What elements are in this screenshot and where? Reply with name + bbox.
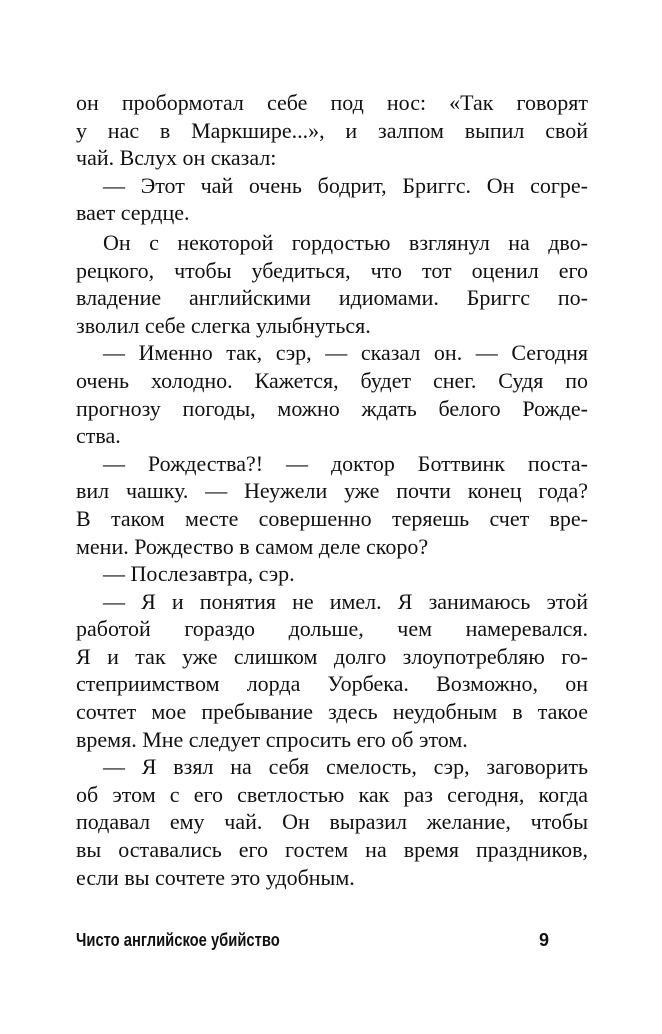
text-line: мени. Рождество в самом деле скоро? — [76, 533, 429, 559]
text-line: если вы сочтете это удобным. — [76, 864, 355, 890]
text-line: работой гораздо дольше, чем намеревался. — [76, 616, 588, 642]
text-line: степриимством лорда Уорбека. Возможно, он — [76, 671, 588, 697]
text-line: владение английскими идиомами. Бриггс по- — [76, 285, 588, 311]
text-line: Я и так уже слишком долго злоупотребляю го- — [76, 643, 588, 669]
text-line: вы оставались его гостем на время праздников, — [76, 837, 588, 863]
text-line: вил чашку. — Неужели уже почти конец года? — [76, 478, 588, 504]
page-footer — [76, 928, 549, 952]
text-line: — Я и понятия не имел. Я занимаюсь этой — [103, 588, 588, 614]
text-line: прогнозу погоды, можно ждать белого Рожде- — [76, 395, 588, 421]
page-body — [76, 89, 588, 891]
text-line: — Именно так, сэр, — сказал он. — Сегодня — [103, 340, 588, 366]
text-line: чай. Вслух он сказал: — [76, 145, 277, 171]
page-number: 9 — [538, 930, 549, 950]
text-line: он пробормотал себе под нос: «Так говорят — [76, 90, 588, 115]
text-line: вает сердце. — [76, 200, 190, 226]
running-title: Чисто английское убийство — [76, 930, 280, 950]
text-line: Он с некоторой гордостью взглянул на дво- — [103, 229, 588, 255]
text-line: В таком месте совершенно теряешь счет вре- — [76, 505, 588, 531]
text-line: сочтет мое пребывание здесь неудобным в такое — [76, 699, 588, 725]
text-line: — Рождества?! — доктор Боттвинк поста- — [103, 450, 588, 476]
text-line: у нас в Маркшире...», и залпом выпил свой — [76, 117, 588, 143]
text-line: время. Мне следует спросить его об этом. — [76, 726, 468, 752]
text-line: ства. — [76, 423, 121, 449]
text-line: — Этот чай очень бодрит, Бриггс. Он согре- — [103, 172, 588, 198]
text-line: подавал ему чай. Он выразил желание, чтобы — [76, 809, 588, 835]
text-line: рецкого, чтобы убедиться, что тот оценил его — [76, 257, 588, 283]
text-line: об этом с его светлостью как раз сегодня, когда — [76, 781, 588, 807]
text-line: очень холодно. Кажется, будет снег. Судя по — [76, 367, 588, 393]
text-line: — Я взял на себя смелость, сэр, заговорить — [103, 754, 588, 780]
text-line: зволил себе слегка улыбнуться. — [76, 312, 371, 338]
text-line: — Послезавтра, сэр. — [103, 561, 295, 587]
